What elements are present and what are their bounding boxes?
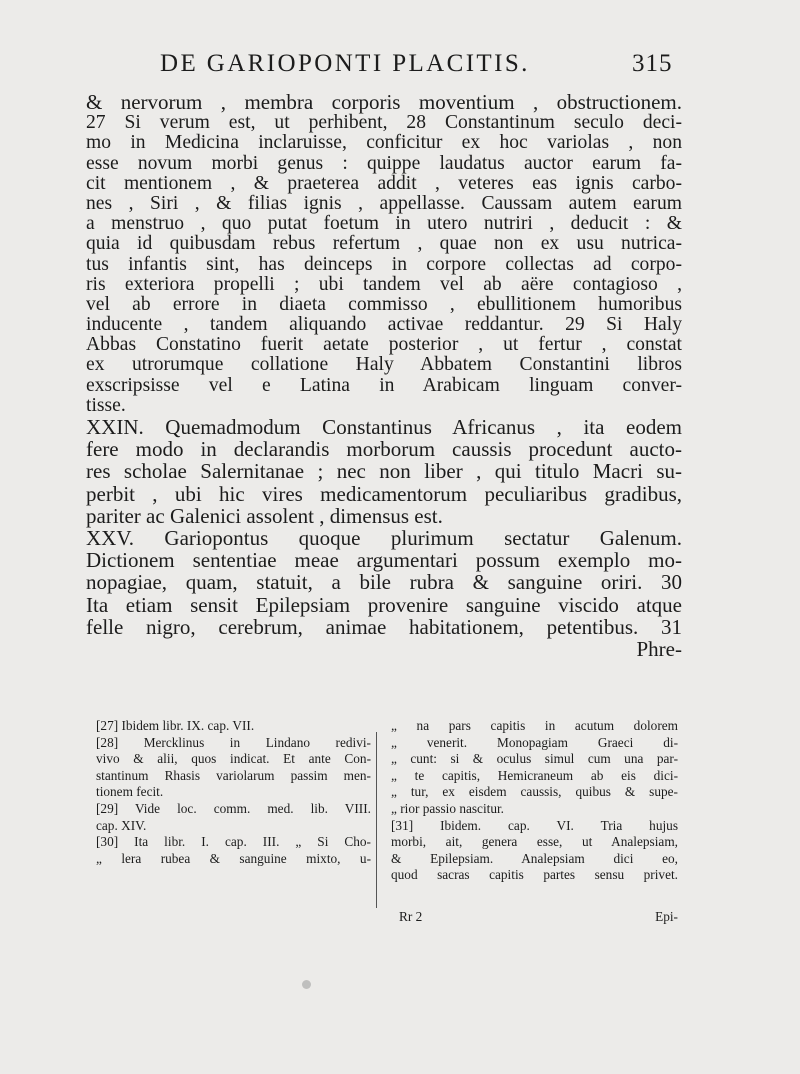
text-line: Dictionem sententiae meae argumentari possum exemplo mo- [86,548,682,573]
text-line: fere modo in declarandis morborum caussis procedunt aucto- [86,437,682,462]
footnote-line: „ na pars capitis in acutum dolorem [391,718,678,733]
page-number: 315 [632,50,673,77]
text-line: felle nigro, cerebrum, animae habitationem, petentibus. 31 [86,614,682,639]
section-heading-line: XXIN. Quemadmodum Constantinus Africanus , ita eodem [86,415,682,439]
footnote-line: & Epilepsiam. Analepsiam dici eo, [391,850,678,866]
text-line: Abbas Constatino fuerit aetate posterior , ut fertur , constat [86,334,682,356]
text-line: ris exteriora propelli ; ubi tandem vel ab aëre contagioso , [86,273,682,295]
footnote-line: [31] Ibidem. cap. VI. Tria hujus [391,817,678,833]
text-line: & nervorum , membra corporis moventium , obstructionem. [86,90,682,114]
footnote-line: tionem fecit. [96,784,164,800]
text-line: inducente , tandem aliquando activae reddantur. 29 Si Haly [86,314,682,336]
ink-smudge [302,980,311,989]
footnote-line: morbi, ait, genera esse, ut Analepsiam, [391,834,678,850]
text-line: Ita etiam sensit Epilepsiam provenire sanguine viscido atque [86,592,682,617]
text-line: perbit , ubi hic vires medicamentorum peculiaribus gradibus, [86,481,682,506]
text-line: mo in Medicina inclaruisse, conficitur ex hoc variolas , non [86,132,682,154]
text-line: vel ab errore in diaeta commisso , ebullitionem humoribus [86,293,682,315]
footnote-line: „ cunt: si & oculus simul cum una par- [391,751,678,767]
catchword-main: Phre- [636,636,682,661]
footnote-line: „ te capitis, Hemicraneum ab eis dici- [391,767,678,783]
text-line: cit mentionem , & praeterea addit , veteres eas ignis carbo- [86,172,682,194]
section-heading-line: XXV. Gariopontus quoque plurimum sectatur Galenum. [86,525,682,550]
text-line: a menstruo , quo putat foetum in utero nutriri , deducit : & [86,213,682,235]
footnote-line: [28] Mercklinus in Lindano redivi- [96,734,371,750]
main-text [86,91,682,660]
footnote-line: „ rior passio nascitur. [391,800,504,816]
footnotes-right-column [391,718,678,884]
footnote-line: stantinum Rhasis variolarum passim men- [96,767,371,783]
text-line: exscripsisse vel e Latina in Arabicam linguam conver- [86,374,682,396]
footnote-line: [30] Ita libr. I. cap. III. „ Si Cho- [96,834,371,850]
footnote-line: „ tur, ex eisdem caussis, quibus & supe- [391,784,678,800]
text-line: nopagiae, quam, statuit, a bile rubra & sanguine oriri. 30 [86,570,682,595]
footnote-line: [29] Vide loc. comm. med. lib. VIII. [96,800,371,816]
footnote-line: vivo & alii, quos indicat. Et ante Con- [96,751,371,767]
signature-mark: Rr 2 [399,909,423,924]
catchword-footnote: Epi- [655,909,678,924]
text-line: res scholae Salernitanae ; nec non liber , qui titulo Macri su- [86,459,682,484]
text-line: esse novum morbi genus : quippe laudatus auctor earum fa- [86,152,682,174]
running-title: DE GARIOPONTI PLACITIS. [160,50,530,77]
footnote-line: „ lera rubea & sanguine mixto, u- [96,850,371,866]
footnote-line: „ venerit. Monopagiam Graeci di- [391,734,678,750]
text-line: tus infantis sint, has deinceps in corpore collectas ad corpo- [86,253,682,275]
footnote-line: cap. XIV. [96,817,147,833]
running-head [0,50,800,86]
text-line: pariter ac Galenici assolent , dimensus est. [86,503,443,528]
page-foot [391,909,678,927]
text-line: quia id quibusdam rebus refertum , quae non ex usu nutrica- [86,233,682,255]
text-line: tisse. [86,394,126,416]
footnote-line: quod sacras capitis partes sensu privet. [391,867,678,883]
footnotes [80,718,680,938]
footnote-line: [27] Ibidem libr. IX. cap. VII. [96,718,255,733]
text-line: nes , Siri , & filias ignis , appellasse. Caussam autem earum [86,192,682,214]
text-line: 27 Si verum est, ut perhibent, 28 Constantinum seculo deci- [86,112,682,134]
text-line: ex utrorumque collatione Haly Abbatem Constantini libros [86,354,682,376]
footnotes-left-column [96,718,371,867]
footnote-divider [376,732,377,908]
